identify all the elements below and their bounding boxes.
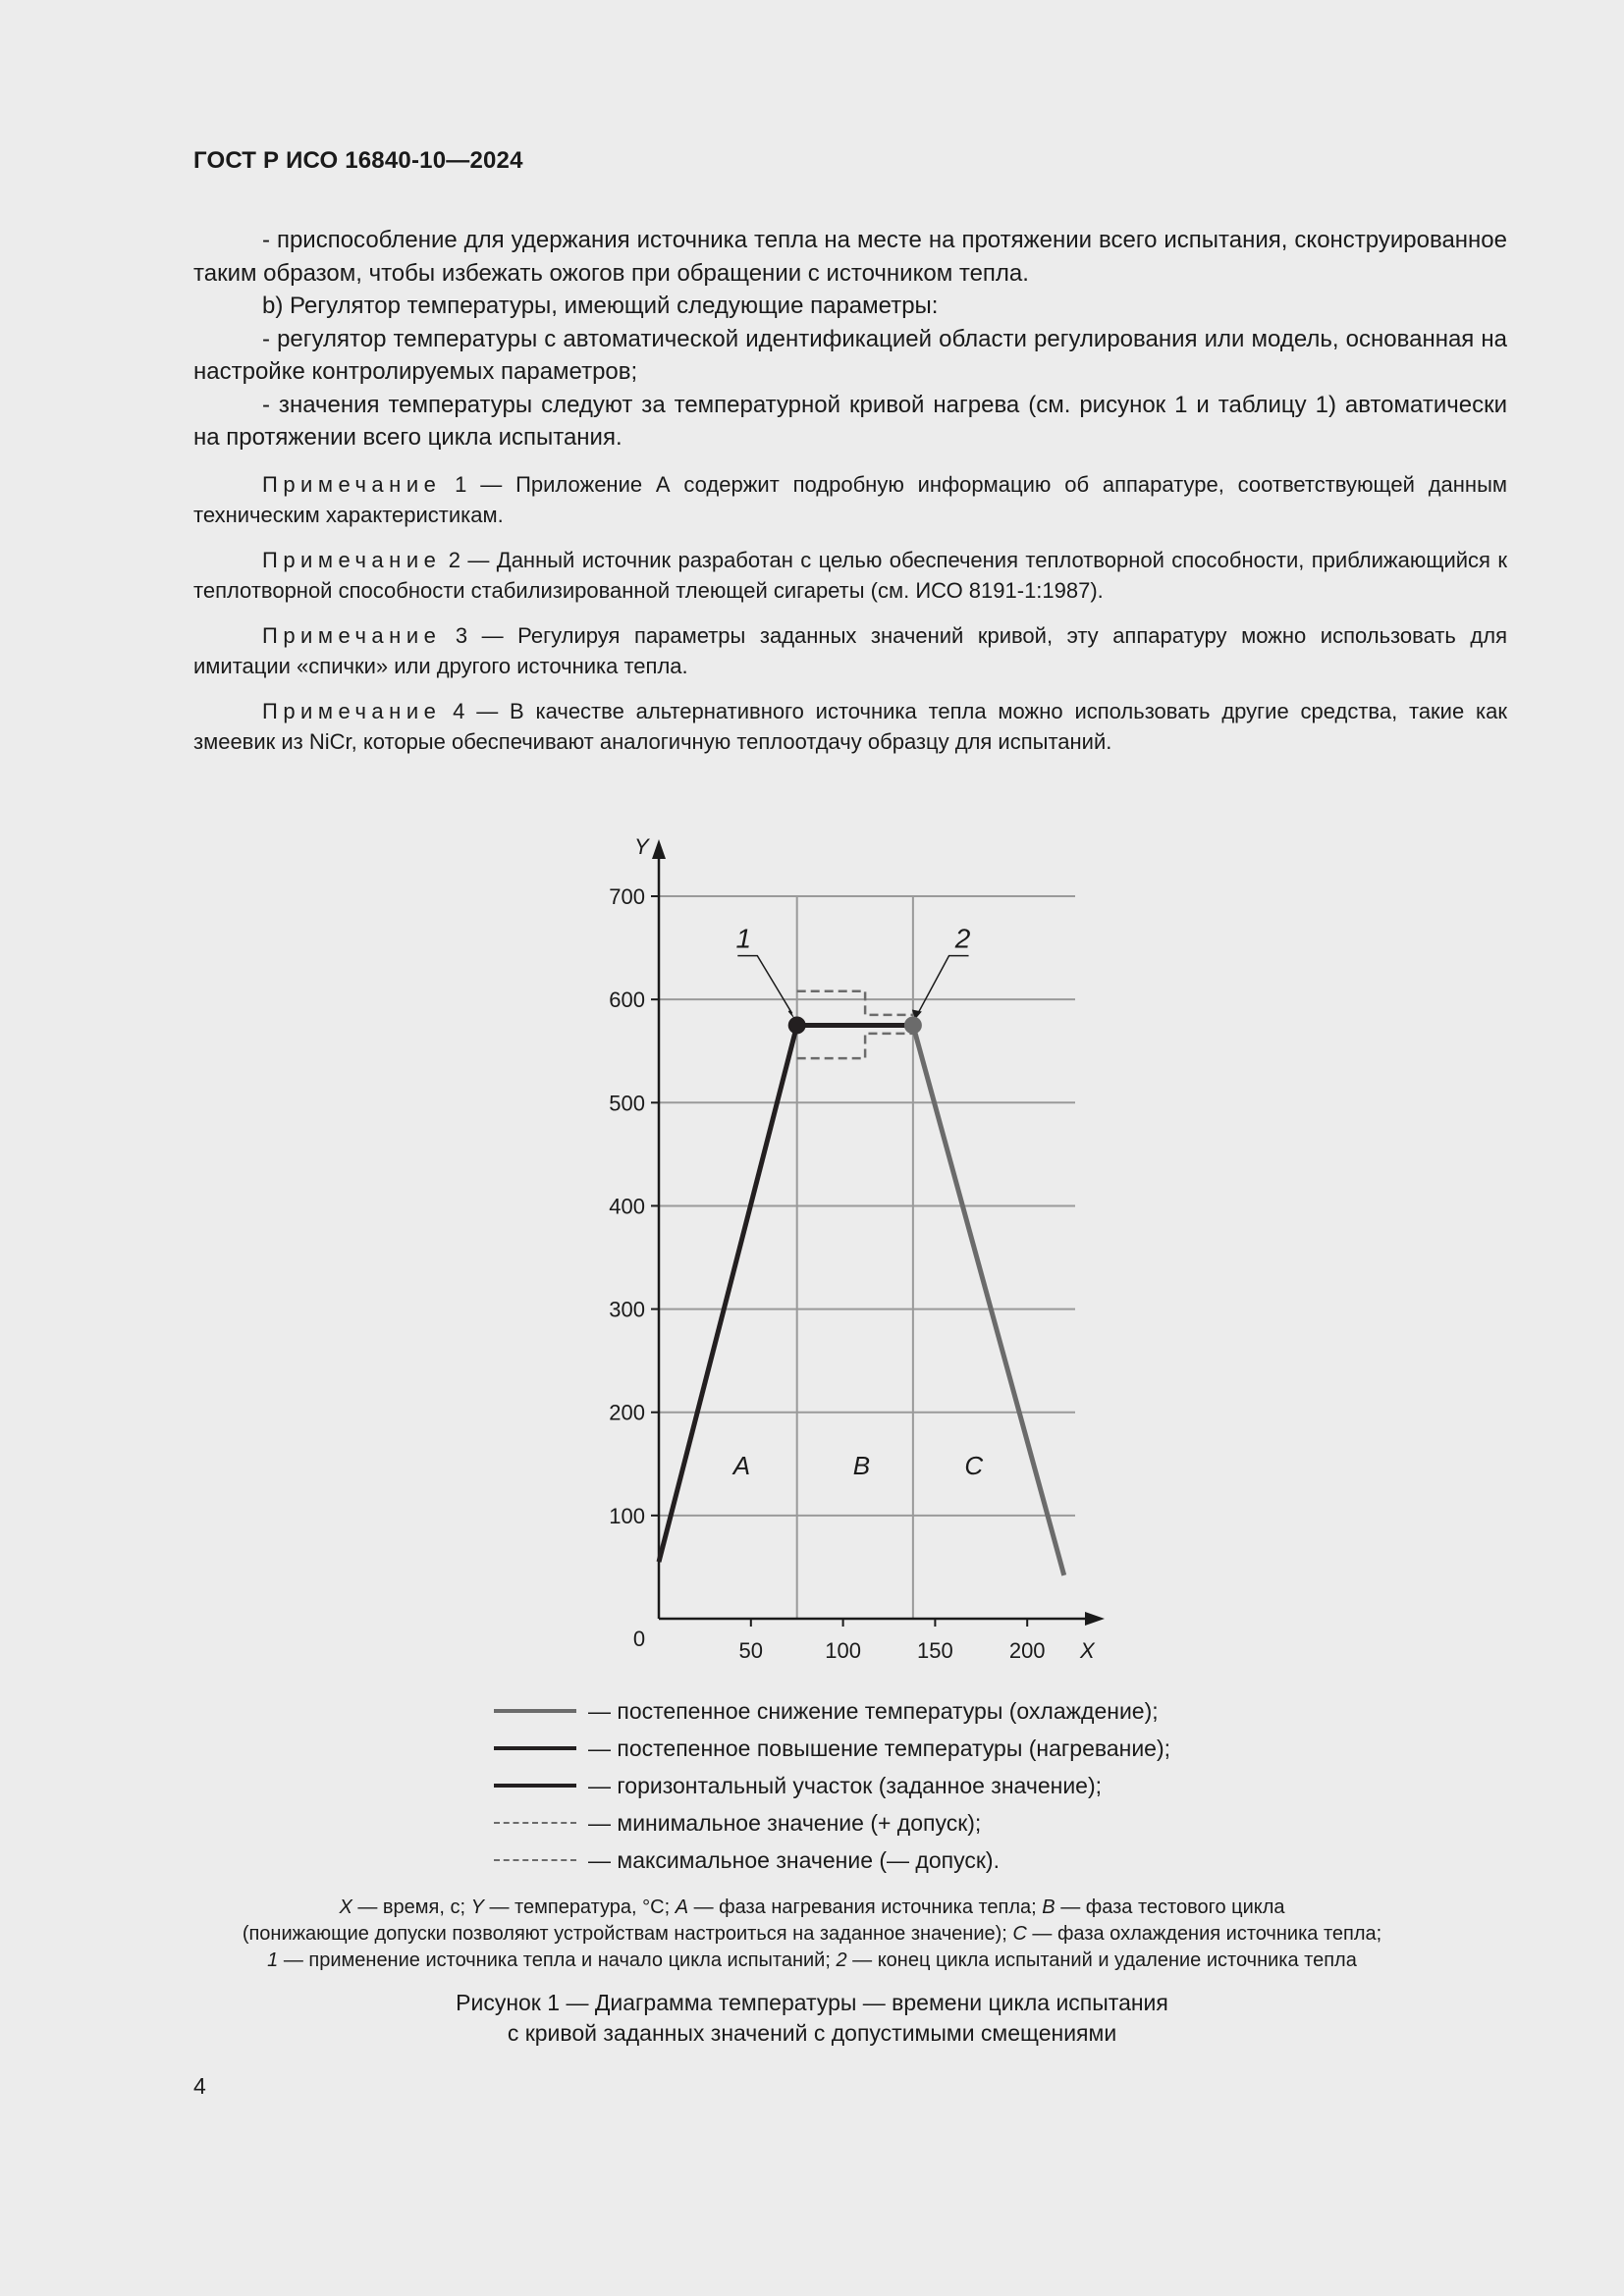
key-symbol: B [1042, 1896, 1056, 1918]
legend-swatch [494, 1822, 576, 1824]
x-tick-label: 50 [738, 1638, 764, 1663]
x-axis-arrow [1085, 1612, 1105, 1626]
legend-row [494, 1767, 1170, 1804]
legend-text: — постепенное снижение температуры (охлаждение); [588, 1698, 1159, 1724]
x-tick-label: 150 [917, 1638, 953, 1663]
y-tick-label: 100 [609, 1503, 645, 1528]
x-tick-label: 200 [1008, 1638, 1046, 1663]
figure-caption [147, 1988, 1477, 2049]
legend-row [494, 1692, 1170, 1730]
legend-swatch [494, 1784, 576, 1788]
key-symbol: Y [470, 1896, 484, 1918]
note-number: 2 [448, 548, 460, 572]
y-tick-label: 600 [609, 988, 645, 1013]
note [193, 620, 1507, 681]
note-text: — Приложение А содержит подробную информацию об аппаратуре, соответствующей данным техническим характеристикам. [193, 472, 1507, 527]
phase-label: C [964, 1450, 984, 1480]
note-number: 1 [455, 472, 467, 497]
legend-swatch [494, 1859, 576, 1861]
paragraph: b) Регулятор температуры, имеющий следующие параметры: [262, 293, 939, 319]
key-text: (понижающие допуски позволяют устройствам настроиться на заданное значение); [242, 1923, 1013, 1945]
y-tick-label: 400 [609, 1194, 645, 1219]
figure-key [147, 1895, 1477, 1974]
y-axis-label: Y [634, 834, 649, 859]
note [193, 696, 1507, 757]
notes [193, 469, 1507, 772]
key-text: — фаза тестового цикла [1055, 1896, 1285, 1918]
x-axis-label: X [1080, 1638, 1095, 1663]
body-text [193, 224, 1507, 454]
series-cooling [913, 1025, 1064, 1575]
chart-svg [589, 829, 1119, 1674]
marker-label: 2 [954, 923, 971, 954]
series-min [797, 991, 913, 1015]
paragraph: - регулятор температуры с автоматической идентификацией области регулирования или модель, основанная на настройке контролируемых параметров; [193, 325, 1507, 385]
key-symbol: A [675, 1896, 689, 1918]
key-line [147, 1948, 1477, 1974]
note-label: Примечание [262, 472, 442, 497]
legend-text: — горизонтальный участок (заданное значение); [588, 1773, 1103, 1798]
note-text: — В качестве альтернативного источника тепла можно использовать другие средства, такие как змеевик из NiCr, которые обеспечивают аналогичную теплоотдачу образцу для испытаний. [193, 699, 1507, 754]
note-text: — Данный источник разработан с целью обеспечения теплотворной способности, приближающийся к теплотворной способности стабилизированной тлеющей сигареты (см. ИСО 8191-1:1987). [193, 548, 1507, 603]
paragraph: - значения температуры следуют за температурной кривой нагрева (см. рисунок 1 и таблицу 1) автоматически на протяжении всего цикла испытания. [193, 391, 1507, 451]
note [193, 469, 1507, 530]
temperature-time-chart [589, 829, 1119, 1674]
legend-swatch [494, 1746, 576, 1750]
key-line [147, 1921, 1477, 1948]
marker-label: 1 [735, 923, 752, 954]
phase-label: A [732, 1450, 751, 1480]
key-text: — время, с; [352, 1896, 471, 1918]
origin-label: 0 [632, 1627, 646, 1651]
note-number: 4 [453, 699, 465, 723]
marker-point-1 [788, 1016, 806, 1034]
y-tick-label: 300 [609, 1297, 645, 1322]
caption-line: с кривой заданных значений с допустимыми смещениями [507, 2020, 1117, 2046]
page-number: 4 [193, 2073, 206, 2099]
note-label: Примечание [262, 623, 442, 648]
note-number: 3 [455, 623, 468, 648]
y-tick-label: 500 [609, 1091, 645, 1116]
note [193, 545, 1507, 606]
key-text: — температура, °С; [483, 1896, 676, 1918]
caption-line: Рисунок 1 — Диаграмма температуры — времени цикла испытания [456, 1990, 1168, 2015]
paragraph: - приспособление для удержания источника тепла на месте на протяжении всего испытания, сконструированное таким образом, чтобы избежать ожогов при обращении с источником тепла. [193, 227, 1507, 287]
legend-swatch [494, 1709, 576, 1713]
legend-text: — минимальное значение (+ допуск); [588, 1810, 982, 1836]
legend-row [494, 1804, 1170, 1842]
key-symbol: 2 [836, 1949, 847, 1971]
legend-row [494, 1730, 1170, 1767]
key-symbol: С [1012, 1923, 1027, 1945]
y-tick-label: 700 [609, 884, 645, 910]
legend-text: — постепенное повышение температуры (нагревание); [588, 1735, 1171, 1761]
marker-leader [737, 956, 791, 1014]
series-heating [659, 1025, 797, 1562]
key-symbol: X [339, 1896, 352, 1918]
document-header: ГОСТ Р ИСО 16840-10—2024 [193, 147, 523, 174]
key-text: — применение источника тепла и начало цикла испытаний; [278, 1949, 837, 1971]
phase-label: B [852, 1450, 871, 1480]
legend-text: — максимальное значение (— допуск). [588, 1847, 1000, 1873]
y-axis-arrow [652, 839, 666, 859]
key-text: — фаза нагревания источника тепла; [688, 1896, 1043, 1918]
y-tick-label: 200 [609, 1400, 645, 1425]
series-max [797, 1034, 913, 1058]
note-label: Примечание [262, 699, 442, 723]
x-tick-label: 100 [825, 1638, 861, 1663]
chart-legend [494, 1692, 1170, 1879]
legend-row [494, 1842, 1170, 1879]
key-symbol: 1 [267, 1949, 279, 1971]
note-text: — Регулируя параметры заданных значений кривой, эту аппаратуру можно использовать для имитации «спички» или другого источника тепла. [193, 623, 1507, 678]
marker-leader [918, 956, 969, 1014]
note-label: Примечание [262, 548, 442, 572]
key-line [147, 1895, 1477, 1921]
marker-point-2 [904, 1016, 922, 1034]
key-text: — фаза охлаждения источника тепла; [1026, 1923, 1382, 1945]
key-text: — конец цикла испытаний и удаление источника тепла [846, 1949, 1357, 1971]
